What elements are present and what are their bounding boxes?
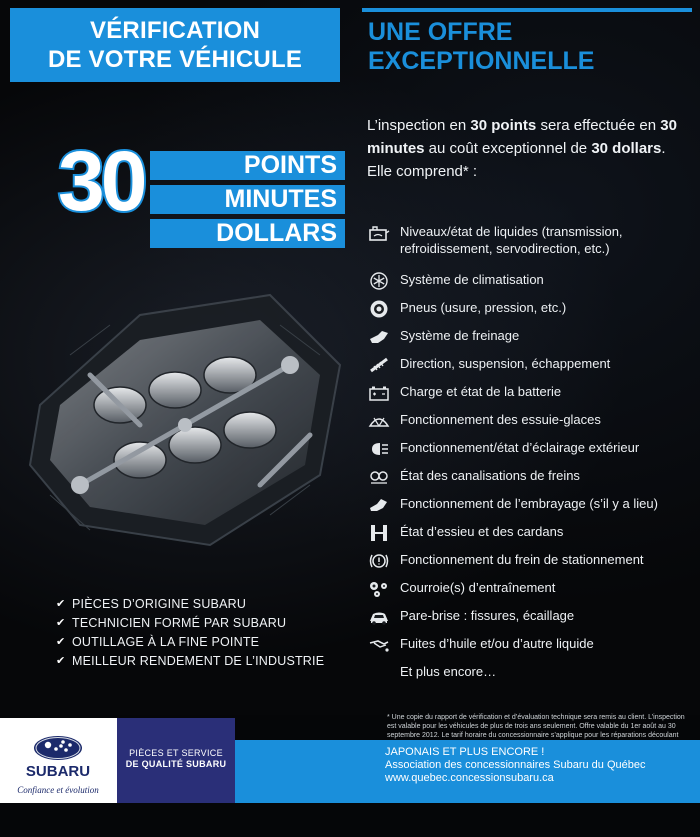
checklist-item: ✔ MEILLEUR RENDEMENT DE L’INDUSTRIE	[56, 653, 325, 668]
oil-leak-icon	[367, 635, 391, 655]
brand-tagline: Confiance et évolution	[17, 785, 99, 795]
subaru-brand-box	[0, 718, 117, 803]
check-icon: ✔	[56, 655, 66, 667]
dealer-association-bar	[235, 740, 700, 803]
list-item: Fuites d’huile et/ou d’autre liquide	[367, 635, 594, 655]
benefits-checklist	[56, 594, 324, 670]
ac-icon	[367, 271, 391, 291]
engine-illustration	[20, 255, 350, 565]
right-title-line1: UNE OFFRE	[368, 18, 513, 46]
wiper-icon	[367, 411, 391, 431]
intro-text	[367, 114, 687, 183]
fluid-icon	[367, 223, 391, 243]
minutes-label: MINUTES	[224, 185, 337, 213]
brand-name: SUBARU	[25, 763, 91, 780]
intro-paragraph: L’inspection en 30 points sera effectuée en 30 minutes au coût exceptionnel de 30 dollars.	[367, 117, 677, 157]
list-item: Système de freinage	[367, 327, 519, 347]
list-item: Système de climatisation	[367, 271, 544, 291]
battery-icon	[367, 383, 391, 403]
subaru-logo	[0, 718, 117, 803]
list-item: Fonctionnement de l’embrayage (s’il y a lieu)	[367, 495, 658, 515]
list-item: Fonctionnement des essuie-glaces	[367, 411, 601, 431]
list-item: Fonctionnement/état d’éclairage extérieur	[367, 439, 639, 459]
check-icon: ✔	[56, 598, 66, 610]
left-title-line1: VÉRIFICATION	[90, 17, 260, 44]
intro-includes: Elle comprend* :	[367, 163, 478, 180]
headlight-icon	[367, 439, 391, 459]
dollars-label: DOLLARS	[216, 219, 337, 247]
parts-service-box	[117, 718, 235, 803]
parts-line1: PIÈCES ET SERVICE	[129, 748, 223, 758]
axle-icon	[367, 523, 391, 543]
list-item: Charge et état de la batterie	[367, 383, 561, 403]
clutch-icon	[367, 495, 391, 515]
brake-icon	[367, 327, 391, 347]
shock-icon	[367, 355, 391, 375]
list-item: Niveaux/état de liquides (transmission, refroidissement, servodirection, etc.)	[367, 223, 680, 257]
hero-number: 30	[58, 134, 144, 228]
list-item: État d’essieu et des cardans	[367, 523, 563, 543]
list-item: Direction, suspension, échappement	[367, 355, 610, 375]
windshield-icon	[367, 607, 391, 627]
list-item: Courroie(s) d’entraînement	[367, 579, 555, 599]
list-item: Pneus (usure, pression, etc.)	[367, 299, 566, 319]
parts-line2: DE QUALITÉ SUBARU	[125, 759, 227, 769]
tire-icon	[367, 299, 391, 319]
checklist-item: ✔ OUTILLAGE À LA FINE POINTE	[56, 634, 260, 649]
parking-brake-icon	[367, 551, 391, 571]
points-bar	[150, 151, 345, 180]
dollars-bar	[150, 219, 345, 248]
checklist-item: ✔ PIÈCES D’ORIGINE SUBARU	[56, 596, 247, 611]
more-text: Et plus encore…	[400, 664, 497, 679]
right-title-banner	[362, 8, 692, 82]
list-item: Fonctionnement du frein de stationnement	[367, 551, 644, 571]
list-item: État des canalisations de freins	[367, 467, 580, 487]
checklist-item: ✔ TECHNICIEN FORMÉ PAR SUBARU	[56, 615, 287, 630]
left-title-banner	[10, 8, 340, 82]
dealer-website-link[interactable]: www.quebec.concessionsubaru.ca	[385, 772, 554, 784]
check-icon: ✔	[56, 636, 66, 648]
brake-line-icon	[367, 467, 391, 487]
belt-icon	[367, 579, 391, 599]
dealer-slogan: JAPONAIS ET PLUS ENCORE !	[385, 746, 545, 758]
list-item: Pare-brise : fissures, écaillage	[367, 607, 574, 627]
right-title-line2: EXCEPTIONNELLE	[368, 47, 595, 75]
check-icon: ✔	[56, 617, 66, 629]
dealer-association-name: Association des concessionnaires Subaru du Québec	[385, 759, 646, 771]
left-title-line2: DE VOTRE VÉHICULE	[47, 46, 303, 73]
footnote: * Une copie du rapport de vérification et d’évaluation technique sera remis au client. L’inspection est valable pour les véhicules de plus de trois ans seulement. Offre valable du 1er août au 30 septembre 2012. Le tarif horaire du concessionnaire s’applique pour les réparations découlant	[387, 714, 685, 739]
minutes-bar	[150, 185, 345, 214]
points-label: POINTS	[243, 151, 337, 179]
